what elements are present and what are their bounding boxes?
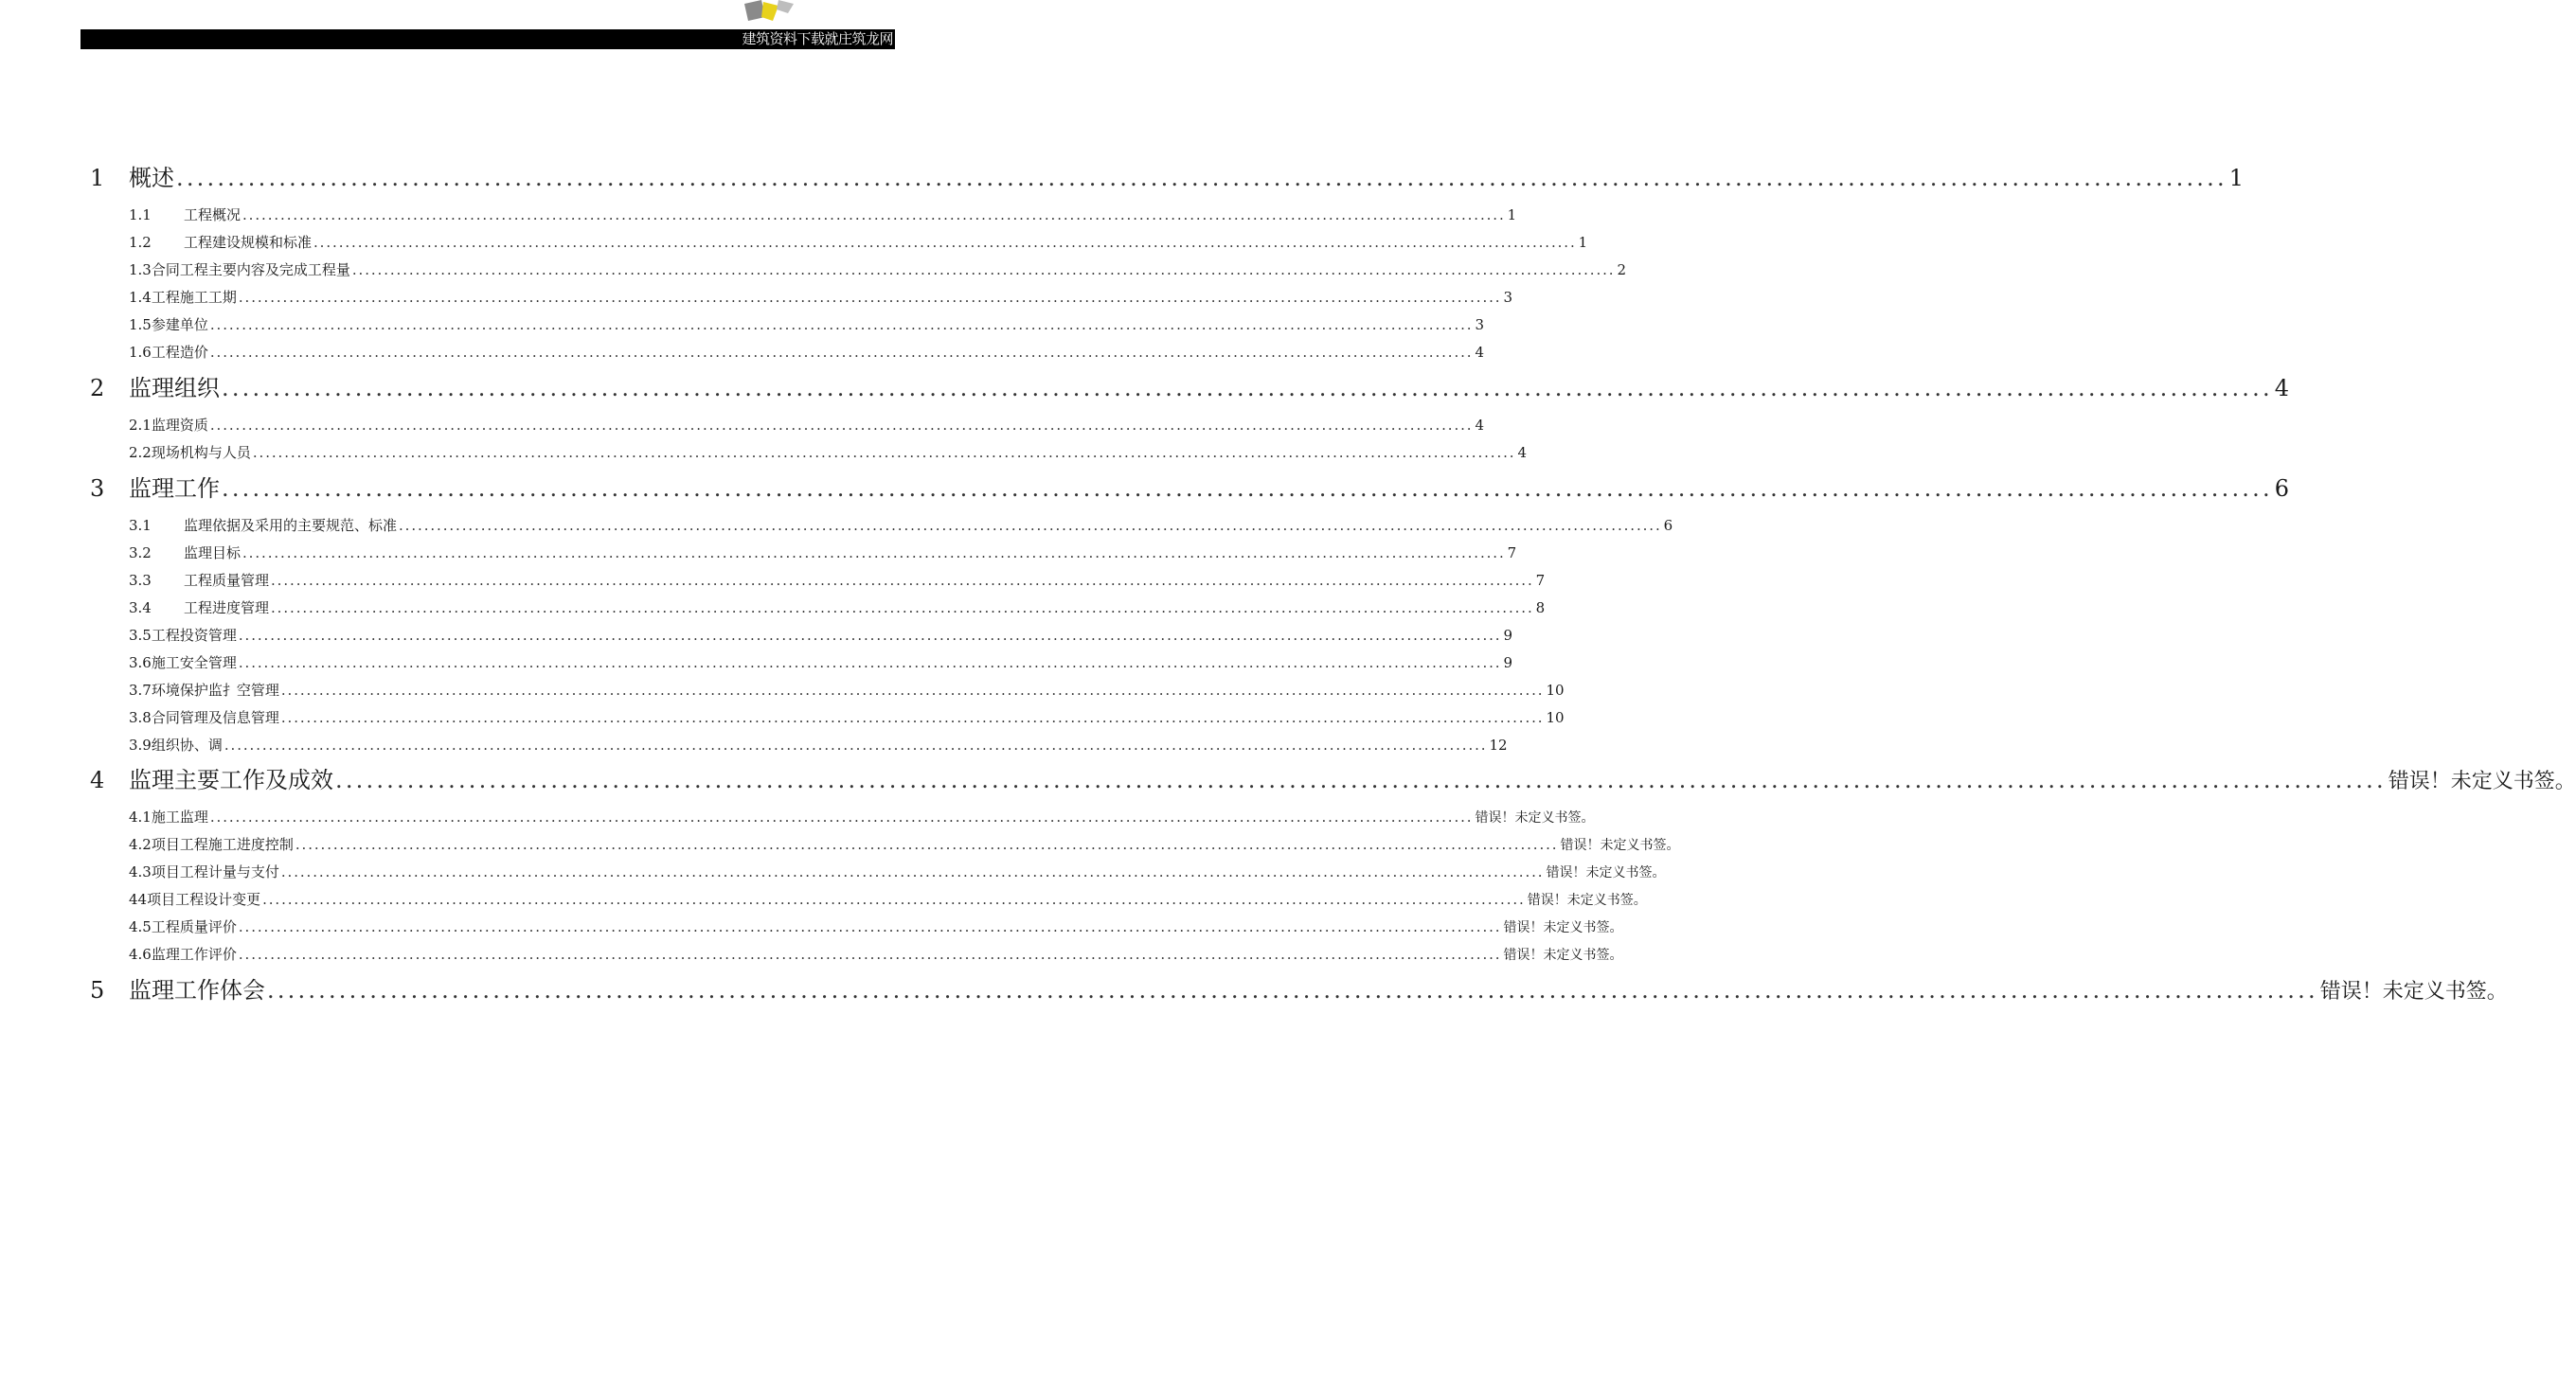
toc-dot-leader: ........................................................................................................................................................................................................ [242,544,1506,561]
toc-entry-title: 工程建设规模和标准 [184,234,313,251]
toc-section-entry[interactable] [129,259,1627,280]
toc-entry-title: 监理组织 [129,375,220,401]
toc-section-entry[interactable] [129,287,1513,308]
toc-entry-page: 9 [1503,627,1513,644]
toc-dot-leader: ........................................................................................................................................................................................................ [280,863,1545,880]
toc-section-entry[interactable] [129,735,1508,756]
toc-chapter-entry[interactable] [90,971,2508,1004]
toc-dot-leader: ........................................................................................................................................................................................................ [242,206,1506,223]
toc-entry-number: 1 [90,165,105,191]
toc-entry-page: 4 [1517,444,1528,461]
toc-dot-leader: ........................................................................................................................................................................................................ [262,891,1526,908]
toc-entry-title: 监理工作体会 [129,977,265,1004]
toc-dot-leader: ........................................................................................................................................................................................................ [351,261,1616,278]
toc-entry-title: 4.1施工监理 [129,809,208,826]
toc-entry-title: 监理工作 [129,475,220,502]
site-logo [735,0,796,25]
toc-chapter-entry[interactable] [90,470,2290,502]
toc-entry-title: 工程进度管理 [184,599,270,616]
toc-dot-leader: ........................................................................................................................................................................................................ [399,517,1662,534]
toc-entry-title: 4.2项目工程施工进度控制 [129,836,294,853]
toc-entry-page: 2 [1617,261,1627,278]
toc-section-entry[interactable] [129,680,1565,701]
toc-entry-page: 错误！未定义书签。 [1503,948,1623,963]
toc-chapter-entry[interactable] [90,159,2245,191]
toc-entry-page: 错误！未定义书签。 [1527,893,1647,908]
toc-entry-page: 8 [1535,599,1546,616]
toc-entry-number: 4 [90,767,105,793]
toc-section-entry[interactable] [129,625,1513,646]
toc-dot-leader: ........................................................................................................................................................................................................ [271,599,1534,616]
toc-dot-leader: ........................................................................................................................................................................................................ [209,417,1474,434]
toc-dot-leader: ........................................................................................................................................................................................................ [238,918,1502,935]
toc-entry-title: 1.4工程施工工期 [129,289,237,306]
toc-entry-number: 3.1 [129,517,152,534]
toc-section-entry[interactable] [129,442,1528,463]
toc-section-entry[interactable] [129,204,1517,225]
toc-entry-number: 3.2 [129,544,152,561]
toc-entry-page: 10 [1546,709,1565,726]
toc-entry-page: 10 [1546,682,1565,699]
toc-section-entry[interactable] [129,834,1680,855]
toc-entry-page: 1 [2228,165,2245,191]
toc-entry-page: 6 [2274,475,2290,502]
toc-entry-page: 7 [1535,572,1546,589]
toc-dot-leader: ........................................................................................................................................................................................................ [313,234,1577,251]
toc-dot-leader: ........................................................................................................................................................................................................ [238,627,1502,644]
toc-entry-number: 3.3 [129,572,152,589]
toc-entry-title: 1.3合同工程主要内容及完成工程量 [129,261,350,278]
toc-entry-title: 监理主要工作及成效 [129,767,333,793]
toc-section-entry[interactable] [129,342,1485,363]
toc-entry-title: 4.6监理工作评价 [129,946,237,963]
toc-dot-leader: ........................................................................................................................................................................................................ [238,654,1502,671]
toc-entry-title: 1.6工程造价 [129,344,208,361]
toc-chapter-entry[interactable] [90,761,2576,793]
toc-entry-page: 1 [1507,206,1517,223]
toc-section-entry[interactable] [129,652,1513,673]
toc-entry-title: 44项目工程设计变更 [129,891,261,908]
toc-section-entry[interactable] [129,862,1666,882]
toc-entry-page: 4 [1475,344,1485,361]
toc-entry-page: 1 [1578,234,1588,251]
toc-section-entry[interactable] [129,232,1588,253]
toc-entry-title: 3.5工程投资管理 [129,627,237,644]
toc-dot-leader: ........................................................................................................................................................................................................ [222,475,2273,502]
toc-section-entry[interactable] [129,707,1565,728]
toc-dot-leader: ........................................................................................................................................................................................................ [209,316,1474,333]
toc-dot-leader: ........................................................................................................................................................................................................ [224,737,1488,754]
toc-entry-page: 4 [2274,375,2290,401]
toc-entry-number: 2 [90,375,105,401]
toc-section-entry[interactable] [129,515,1673,536]
toc-dot-leader: ........................................................................................................................................................................................................ [280,682,1545,699]
toc-section-entry[interactable] [129,415,1485,436]
toc-entry-page: 7 [1507,544,1517,561]
toc-section-entry[interactable] [129,597,1546,618]
toc-entry-title: 4.3项目工程计量与支付 [129,863,279,880]
toc-dot-leader: ........................................................................................................................................................................................................ [295,836,1559,853]
toc-chapter-entry[interactable] [90,369,2290,401]
toc-section-entry[interactable] [129,889,1647,910]
toc-entry-title: 监理目标 [184,544,242,561]
toc-entry-title: 工程质量管理 [184,572,270,589]
toc-entry-page: 错误！未定义书签。 [2319,980,2508,1004]
toc-entry-page: 错误！未定义书签。 [1503,920,1623,935]
toc-dot-leader: ........................................................................................................................................................................................................ [209,344,1474,361]
toc-entry-page: 错误！未定义书签。 [1560,838,1680,853]
toc-entry-title: 3.8合同管理及信息管理 [129,709,279,726]
toc-dot-leader: ........................................................................................................................................................................................................ [280,709,1545,726]
toc-section-entry[interactable] [129,807,1595,827]
toc-section-entry[interactable] [129,944,1623,965]
toc-entry-page: 12 [1489,737,1508,754]
toc-dot-leader: ........................................................................................................................................................................................................ [222,375,2273,401]
toc-entry-number: 1.1 [129,206,152,223]
toc-section-entry[interactable] [129,542,1517,563]
toc-entry-title: 概述 [129,165,174,191]
toc-entry-title: 1.5参建单位 [129,316,208,333]
toc-entry-number: 3 [90,475,105,502]
toc-entry-title: 工程概况 [184,206,242,223]
toc-entry-page: 错误！未定义书签。 [1546,865,1666,880]
toc-dot-leader: ........................................................................................................................................................................................................ [209,809,1474,826]
toc-entry-page: 9 [1503,654,1513,671]
toc-dot-leader: ........................................................................................................................................................................................................ [238,289,1502,306]
toc-entry-page: 3 [1475,316,1485,333]
toc-dot-leader: ........................................................................................................................................................................................................ [176,165,2227,191]
toc-entry-title: 4.5工程质量评价 [129,918,237,935]
toc-section-entry[interactable] [129,916,1623,937]
toc-entry-page: 错误！未定义书签。 [1475,810,1595,826]
toc-dot-leader: ........................................................................................................................................................................................................ [267,977,2318,1004]
toc-entry-title: 2.1监理资质 [129,417,208,434]
toc-section-entry[interactable] [129,314,1485,335]
toc-entry-number: 3.4 [129,599,152,616]
toc-dot-leader: ........................................................................................................................................................................................................ [271,572,1534,589]
header-banner-text: 建筑资料下载就庄筑龙网 [742,30,893,47]
toc-dot-leader: ........................................................................................................................................................................................................ [238,946,1502,963]
toc-entry-title: 2.2现场机构与人员 [129,444,251,461]
header-bar [80,29,895,49]
toc-dot-leader: ........................................................................................................................................................................................................ [335,767,2387,793]
toc-entry-number: 1.2 [129,234,152,251]
toc-section-entry[interactable] [129,570,1546,591]
toc-entry-number: 5 [90,977,105,1004]
toc-entry-page: 错误！未定义书签。 [2388,770,2576,793]
toc-entry-page: 4 [1475,417,1485,434]
toc-entry-title: 监理依据及采用的主要规范、标准 [184,517,398,534]
toc-entry-title: 3.9组织协、调 [129,737,223,754]
toc-dot-leader: ........................................................................................................................................................................................................ [252,444,1516,461]
toc-entry-title: 3.7环境保护监扌空管理 [129,682,279,699]
toc-entry-page: 3 [1503,289,1513,306]
toc-entry-title: 3.6施工安全管理 [129,654,237,671]
toc-entry-page: 6 [1663,517,1673,534]
